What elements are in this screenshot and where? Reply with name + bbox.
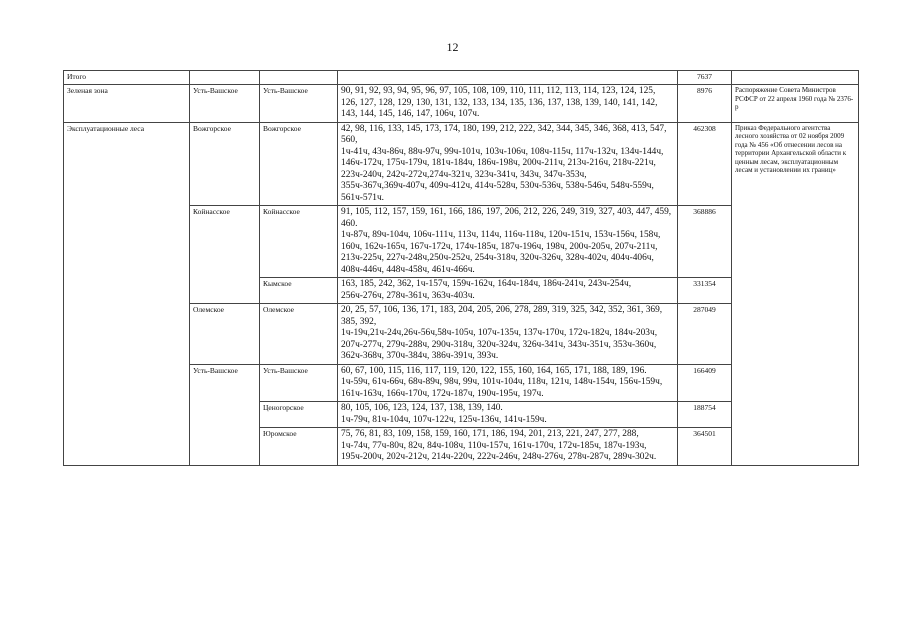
forestry-cell: Вожгорское (190, 122, 260, 206)
area-cell: 368886 (678, 206, 732, 278)
quarters-partial: 1ч-87ч, 89ч-104ч, 106ч-111ч, 113ч, 114ч, 116ч-118ч, 120ч-151ч, 153ч-156ч, 158ч, 160ч, 162ч-165ч, 167ч-172ч, 174ч-185ч, 187ч-196ч, 198ч, 200ч-205ч, 207ч-211ч, 213ч-225ч, 227ч-248ч,250ч-252ч, 254ч-318ч, 320ч-326ч, 328ч-402ч, 404ч-406ч, 408ч-446ч, 448ч-458ч, 461ч-466ч. (341, 230, 661, 275)
quarters-cell: 163, 185, 242, 362, 1ч-157ч, 159ч-162ч, 164ч-184ч, 186ч-241ч, 243ч-254ч, 256ч-276ч, 278ч-361ч, 363ч-403ч. (338, 278, 678, 304)
document-cell (732, 71, 859, 85)
table-row-total (64, 71, 859, 85)
forestry-cell: Усть-Вашское (190, 364, 260, 465)
district-cell: Кымское (260, 278, 338, 304)
district-cell: Ценогорское (260, 402, 338, 428)
forest-register-table (63, 70, 859, 466)
table-row-green-zone (64, 85, 859, 123)
quarters-partial: 1ч-19ч,21ч-24ч,26ч-56ч,58ч-105ч, 107ч-135ч, 137ч-170ч, 172ч-182ч, 184ч-203ч, 207ч-277ч, 279ч-288ч, 290ч-318ч, 320ч-324ч, 326ч-341ч, 343ч-351ч, 353ч-360ч, 362ч-368ч, 370ч-384ч, 386ч-391ч, 393ч. (341, 328, 658, 361)
quarters-cell (338, 402, 678, 428)
legal-document-cell: Приказ Федерального агентства лесного хозяйства от 02 ноября 2009 года № 456 «Об отнесении лесов на территории Архангельской области к ценным лесам, эксплуатационным лесам и установлении их границ» (732, 122, 859, 465)
district-cell: Усть-Вашское (260, 85, 338, 123)
forestry-cell: Олемское (190, 304, 260, 365)
quarters-cell (338, 364, 678, 402)
quarters-cell: 90, 91, 92, 93, 94, 95, 96, 97, 105, 108, 109, 110, 111, 112, 113, 114, 123, 124, 125, 126, 127, 128, 129, 130, 131, 132, 133, 134, 135, 136, 137, 138, 139, 140, 141, 142, 143, 144, 145, 146, 147, 106ч, 107ч. (338, 85, 678, 123)
quarters-cell (338, 71, 678, 85)
category-cell: Зеленая зона (64, 85, 190, 123)
district-cell: Юромское (260, 428, 338, 466)
quarters-cell (338, 122, 678, 206)
district-cell: Усть-Вашское (260, 364, 338, 402)
area-cell: 188754 (678, 402, 732, 428)
area-cell: 7637 (678, 71, 732, 85)
category-cell: Итого (64, 71, 190, 85)
quarters-full: 75, 76, 81, 83, 109, 158, 159, 160, 171, 186, 194, 201, 213, 221, 247, 277, 288, (341, 429, 639, 439)
quarters-partial: 1ч-41ч, 43ч-86ч, 88ч-97ч, 99ч-101ч, 103ч-106ч, 108ч-115ч, 117ч-132ч, 134ч-144ч, 146ч-172ч, 175ч-179ч, 181ч-184ч, 186ч-198ч, 200ч-211ч, 213ч-216ч, 218ч-221ч, 223ч-240ч, 242ч-272ч,274ч-321ч, 323ч-341ч, 343ч, 347ч-353ч, 355ч-367ч,369ч-407ч, 409ч-412ч, 414ч-528ч, 530ч-536ч, 538ч-546ч, 548ч-559ч, 561ч-571ч. (341, 146, 664, 203)
page-number: 12 (446, 40, 459, 54)
district-cell: Олемское (260, 304, 338, 365)
quarters-full: 91, 105, 112, 157, 159, 161, 166, 186, 197, 206, 212, 226, 249, 319, 327, 403, 447, 459, 460. (341, 207, 672, 229)
quarters-full: 80, 105, 106, 123, 124, 137, 138, 139, 140. (341, 403, 503, 413)
area-cell: 287049 (678, 304, 732, 365)
quarters-partial: 1ч-79ч, 81ч-104ч, 107ч-122ч, 125ч-136ч, 141ч-159ч. (341, 414, 547, 425)
area-cell: 8976 (678, 85, 732, 123)
forestry-cell: Усть-Вашское (190, 85, 260, 123)
area-cell: 331354 (678, 278, 732, 304)
area-cell: 166409 (678, 364, 732, 402)
quarters-cell (338, 206, 678, 278)
forestry-cell (190, 71, 260, 85)
area-cell: 462308 (678, 122, 732, 206)
district-cell: Вожгорское (260, 122, 338, 206)
quarters-full: 60, 67, 100, 115, 116, 117, 119, 120, 122, 155, 160, 164, 165, 171, 188, 189, 196. (341, 365, 647, 376)
forestry-cell: Койнасское (190, 206, 260, 304)
category-cell: Эксплуатационные леса (64, 122, 190, 465)
area-cell: 364501 (678, 428, 732, 466)
quarters-cell (338, 304, 678, 365)
district-cell: Койнасское (260, 206, 338, 278)
quarters-partial: 1ч-74ч, 77ч-80ч, 82ч, 84ч-108ч, 110ч-157ч, 161ч-170ч, 172ч-185ч, 187ч-193ч, 195ч-200ч, 202ч-212ч, 214ч-220ч, 222ч-246ч, 248ч-276ч, 278ч-287ч, 289ч-302ч. (341, 440, 657, 462)
quarters-full: 42, 98, 116, 133, 145, 173, 174, 180, 199, 212, 222, 342, 344, 345, 346, 368, 413, 547, 560, (341, 123, 667, 145)
table-row-vozhgorskoe (64, 122, 859, 206)
quarters-full: 20, 25, 57, 106, 136, 171, 183, 204, 205, 206, 278, 289, 319, 325, 342, 352, 361, 369, 385, 392, (341, 305, 663, 327)
quarters-cell (338, 428, 678, 466)
quarters-partial: 1ч-59ч, 61ч-66ч, 68ч-89ч, 98ч, 99ч, 101ч-104ч, 118ч, 121ч, 148ч-154ч, 156ч-159ч, 161ч-163ч, 166ч-170ч, 172ч-187ч, 190ч-195ч, 197ч. (341, 377, 663, 399)
legal-document-cell: Распоряжение Совета Министров РСФСР от 22 апреля 1960 года № 2376-р (732, 85, 859, 123)
district-cell (260, 71, 338, 85)
